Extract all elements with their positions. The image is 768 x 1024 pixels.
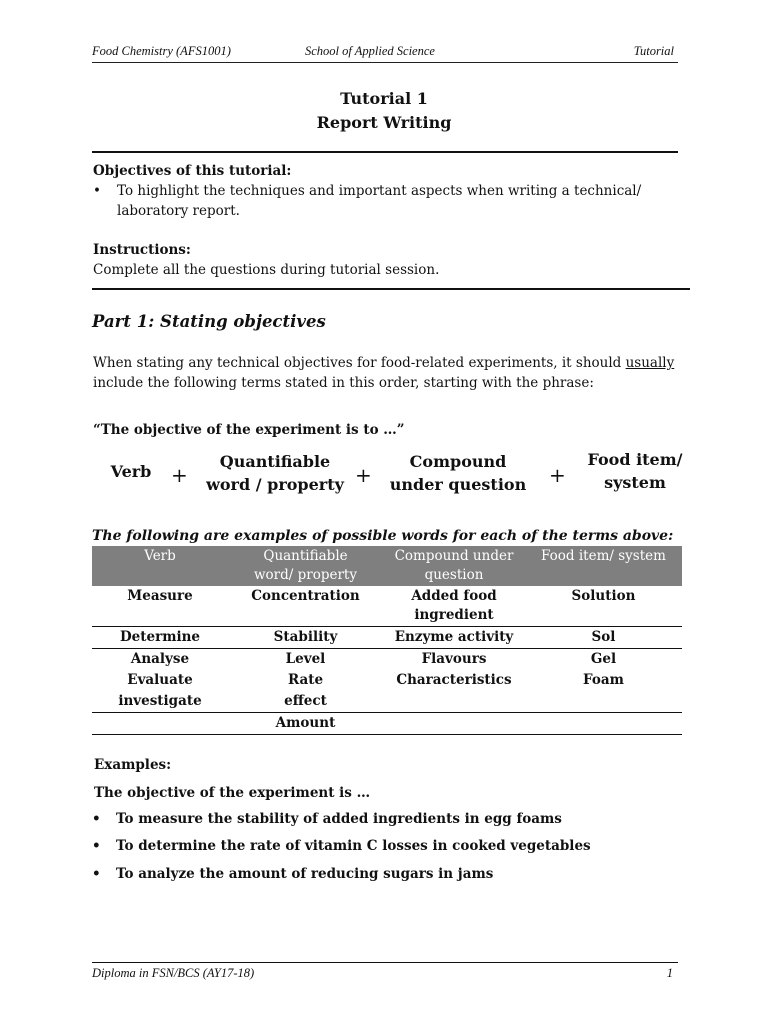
cell-line: Analyse xyxy=(130,651,190,667)
table-row xyxy=(92,586,682,627)
table-cell xyxy=(525,586,682,627)
table-cell xyxy=(92,713,228,735)
cell-line: Foam xyxy=(583,672,624,688)
objective-text-line1: To highlight the techniques and important aspects when writing a technical/ xyxy=(117,183,642,199)
example-item xyxy=(92,809,677,829)
header-course: Food Chemistry (AFS1001) xyxy=(92,44,231,58)
formula-term-line: Verb xyxy=(110,462,152,481)
cell-line: Sol xyxy=(591,629,616,645)
header-doc-type: Tutorial xyxy=(633,44,674,58)
table-cell xyxy=(228,586,383,627)
cell-line: ingredient xyxy=(414,607,494,623)
table-cell xyxy=(92,691,228,713)
objective-phrase: “The objective of the experiment is to …” xyxy=(93,422,405,438)
table-row xyxy=(92,627,682,649)
cell-line: Determine xyxy=(119,629,201,645)
cell-line: Solution xyxy=(571,588,636,604)
cell-line: Rate xyxy=(287,672,324,688)
cell-line: Flavours xyxy=(421,651,487,667)
table-cell xyxy=(228,649,383,671)
bullet-icon: • xyxy=(92,866,101,882)
table-cell xyxy=(228,691,383,713)
section-divider xyxy=(92,288,690,290)
table-cell xyxy=(383,670,525,691)
page-subtitle: Report Writing xyxy=(316,113,452,132)
example-text: To analyze the amount of reducing sugars in jams xyxy=(116,866,494,882)
example-text: To determine the rate of vitamin C losses in cooked vegetables xyxy=(116,838,591,854)
cell-line: Added food xyxy=(411,588,497,604)
bullet-icon: • xyxy=(93,183,101,199)
table-cell xyxy=(525,713,682,735)
table-cell xyxy=(383,649,525,671)
formula-term-compound xyxy=(385,450,531,496)
page-number: 1 xyxy=(666,966,673,980)
column-header xyxy=(92,546,228,586)
header-school: School of Applied Science xyxy=(305,44,435,58)
formula-term-line: Quantifiable xyxy=(219,452,331,471)
formula-term-quantifiable xyxy=(200,450,350,496)
cell-line: Stability xyxy=(273,629,338,645)
column-header xyxy=(525,546,682,586)
table-cell xyxy=(92,627,228,649)
formula-term-line: under question xyxy=(389,475,527,494)
terms-table xyxy=(92,546,682,735)
title-divider xyxy=(92,151,678,153)
instructions-text: Complete all the questions during tutorial session. xyxy=(93,262,440,278)
header-line: Verb xyxy=(144,548,176,564)
header-line: Compound under xyxy=(394,548,514,564)
formula-term-line: system xyxy=(604,473,666,492)
table-cell xyxy=(92,649,228,671)
column-header xyxy=(228,546,383,586)
plus-sign: + xyxy=(549,463,566,487)
page-title: Tutorial 1 xyxy=(340,89,428,108)
formula-term-food-item xyxy=(580,448,690,494)
bullet-icon: • xyxy=(92,811,101,827)
table-cell xyxy=(228,713,383,735)
formula-term-line: Food item/ xyxy=(587,450,683,469)
table-cell xyxy=(228,627,383,649)
header-rule xyxy=(92,62,678,63)
objective-text-line2: laboratory report. xyxy=(117,203,240,219)
header-line: Food item/ system xyxy=(541,548,666,564)
footer-program: Diploma in FSN/BCS (AY17-18) xyxy=(92,966,255,980)
table-header-row xyxy=(92,546,682,586)
table-cell xyxy=(92,586,228,627)
table-cell xyxy=(228,670,383,691)
running-header xyxy=(92,44,677,62)
table-cell xyxy=(383,586,525,627)
table-caption: The following are examples of possible words for each of the terms above: xyxy=(92,528,674,544)
table-row xyxy=(92,649,682,671)
footer-rule xyxy=(92,962,678,963)
table-cell xyxy=(383,627,525,649)
underlined-word: usually xyxy=(625,355,675,371)
plus-sign: + xyxy=(355,463,372,487)
header-line: word/ property xyxy=(254,567,357,583)
table-cell xyxy=(92,670,228,691)
table-cell xyxy=(525,691,682,713)
part1-heading: Part 1: Stating objectives xyxy=(92,312,326,331)
header-line: question xyxy=(424,567,484,583)
cell-line: Gel xyxy=(590,651,617,667)
bullet-icon: • xyxy=(92,838,101,854)
cell-line: effect xyxy=(284,693,327,709)
table-cell xyxy=(383,713,525,735)
instructions-heading: Instructions: xyxy=(93,242,191,258)
example-item xyxy=(92,864,677,884)
table-cell xyxy=(525,649,682,671)
objectives-bullet xyxy=(93,181,678,221)
table-cell xyxy=(525,670,682,691)
objectives-heading: Objectives of this tutorial: xyxy=(93,163,292,179)
cell-line: investigate xyxy=(118,693,202,709)
table-cell xyxy=(525,627,682,649)
cell-line: Amount xyxy=(275,715,336,731)
examples-heading: Examples: xyxy=(94,757,172,773)
part1-intro-line1 xyxy=(93,353,674,373)
table-cell xyxy=(383,691,525,713)
table-row xyxy=(92,713,682,735)
example-item xyxy=(92,836,677,856)
cell-line: Enzyme activity xyxy=(394,629,514,645)
header-line: Quantifiable xyxy=(263,548,348,564)
column-header xyxy=(383,546,525,586)
part1-intro-text: When stating any technical objectives for food-related experiments, it should xyxy=(93,355,626,371)
plus-sign: + xyxy=(171,463,188,487)
formula-term-line: word / property xyxy=(206,475,344,494)
formula-term-line: Compound xyxy=(409,452,507,471)
cell-line: Concentration xyxy=(251,588,360,604)
examples-lead: The objective of the experiment is … xyxy=(94,785,371,801)
cell-line: Characteristics xyxy=(396,672,512,688)
cell-line: Measure xyxy=(127,588,193,604)
table-row xyxy=(92,691,682,713)
formula-term-verb xyxy=(98,460,164,483)
part1-intro-line2: include the following terms stated in this order, starting with the phrase: xyxy=(93,375,594,391)
example-text: To measure the stability of added ingredients in egg foams xyxy=(116,811,562,827)
cell-line: Level xyxy=(285,651,326,667)
cell-line: Evaluate xyxy=(127,672,193,688)
table-row xyxy=(92,670,682,691)
